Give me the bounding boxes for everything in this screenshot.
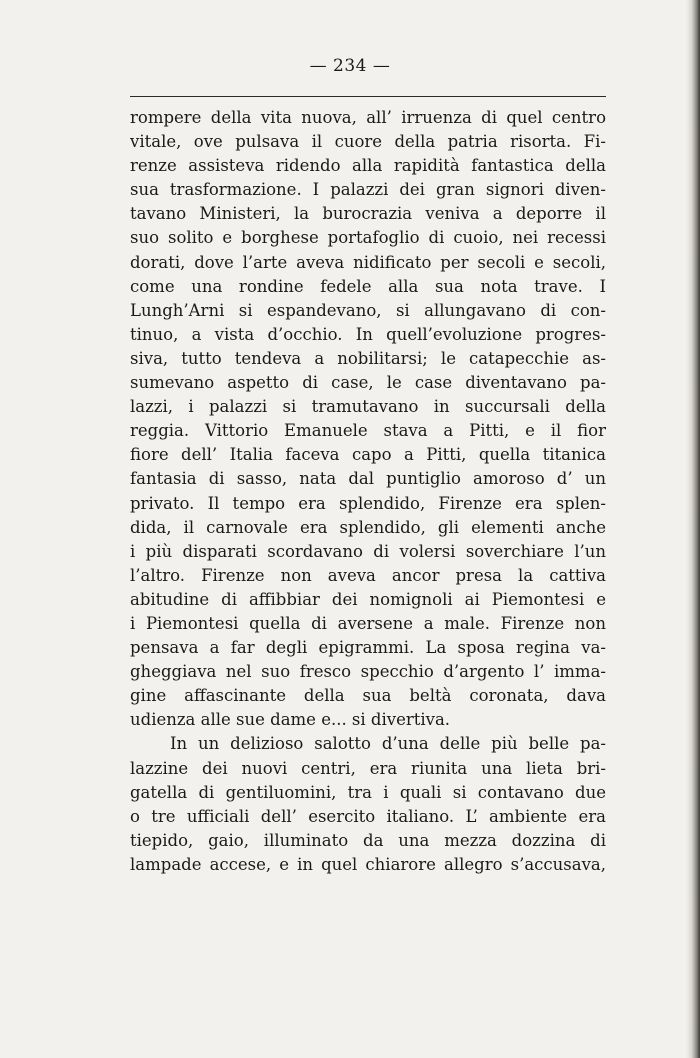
text-line: l’altro. Firenze non aveva ancor presa la cattiva <box>130 565 606 585</box>
text-line: fantasia di sasso, nata dal puntiglio amoroso d’ un <box>130 469 606 489</box>
text-line: sumevano aspetto di case, le case diventavano pa- <box>130 373 606 393</box>
text-line: tavano Ministeri, la burocrazia veniva a deporre il <box>130 204 606 224</box>
text-line: dorati, dove l’arte aveva nidificato per secoli e secoli, <box>130 252 606 272</box>
text-line: fiore dell’ Italia faceva capo a Pitti, quella titanica <box>130 445 606 465</box>
text-line: suo solito e borghese portafoglio di cuoio, nei recessi <box>130 228 606 248</box>
text-line: lampade accese, e in quel chiarore allegro s’accusava, <box>130 854 606 874</box>
page-edge-shadow <box>686 0 700 1058</box>
text-line: Lungh’Arni si espandevano, si allungavano di con- <box>130 300 606 320</box>
page-number: — 234 — <box>309 56 391 76</box>
text-line: gatella di gentiluomini, tra i quali si contavano due <box>130 782 606 802</box>
paragraph-end-line: udienza alle sue dame e... si divertiva. <box>130 710 451 730</box>
text-line: i più disparati scordavano di volersi soverchiare l’un <box>130 541 606 561</box>
text-line: o tre ufficiali dell’ esercito italiano. L’ ambiente era <box>130 806 606 826</box>
text-line: abitudine di affibbiar dei nomignoli ai Piemontesi e <box>130 589 606 609</box>
text-line: rompere della vita nuova, all’ irruenza di quel centro <box>130 108 606 127</box>
text-line: come una rondine fedele alla sua nota trave. I <box>130 276 606 296</box>
text-line: pensava a far degli epigrammi. La sposa regina va- <box>130 638 606 658</box>
text-line: gine affascinante della sua beltà coronata, dava <box>130 686 606 706</box>
text-line: vitale, ove pulsava il cuore della patria risorta. Fi- <box>130 132 606 152</box>
paragraph-start-line: In un delizioso salotto d’una delle più belle pa- <box>170 734 606 754</box>
text-line: tinuo, a vista d’occhio. In quell’evoluzione progres- <box>130 324 606 344</box>
text-line: gheggiava nel suo fresco specchio d’argento l’ imma- <box>130 662 606 682</box>
text-line: siva, tutto tendeva a nobilitarsi; le catapecchie as- <box>130 348 606 368</box>
text-line: i Piemontesi quella di aversene a male. Firenze non <box>130 613 606 633</box>
header-rule <box>130 96 606 97</box>
text-line: tiepido, gaio, illuminato da una mezza dozzina di <box>130 830 606 850</box>
text-line: privato. Il tempo era splendido, Firenze era splen- <box>130 493 606 513</box>
text-line: sua trasformazione. I palazzi dei gran signori diven- <box>130 180 606 200</box>
text-line: lazzi, i palazzi si tramutavano in succursali della <box>130 397 606 417</box>
text-line: dida, il carnovale era splendido, gli elementi anche <box>130 517 606 537</box>
body-text <box>130 106 606 877</box>
text-line: lazzine dei nuovi centri, era riunita una lieta bri- <box>130 758 606 778</box>
text-line: renze assisteva ridendo alla rapidità fantastica della <box>130 156 606 176</box>
text-line: reggia. Vittorio Emanuele stava a Pitti, e il fior <box>130 421 606 441</box>
